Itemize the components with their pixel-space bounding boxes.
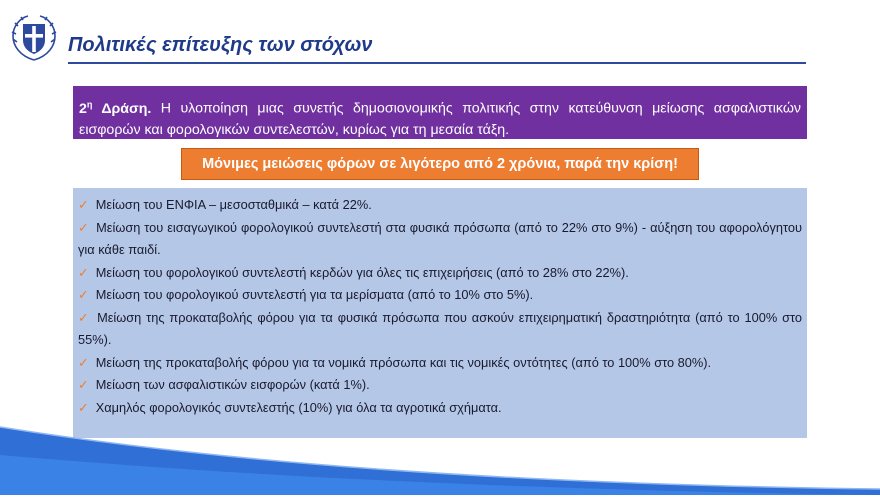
list-item-text: Μείωση του ΕΝΦΙΑ – μεσοσταθμικά – κατά 22%. xyxy=(95,197,372,212)
check-icon: ✓ xyxy=(78,264,89,280)
title-divider xyxy=(68,62,806,64)
highlight-text: Μόνιμες μειώσεις φόρων σε λιγότερο από 2 χρόνια, παρά την κρίση! xyxy=(202,156,678,172)
list-item-text: Μείωση του εισαγωγικού φορολογικού συντελεστή στα φυσικά πρόσωπα (από το 22% στο 9%) - αύξηση του αφορολόγητου για κάθε παιδί. xyxy=(78,219,802,257)
action-superscript: η xyxy=(86,99,93,109)
action-label xyxy=(79,101,151,117)
list-item-text: Μείωση των ασφαλιστικών εισφορών (κατά 1%). xyxy=(95,377,370,392)
highlight-banner xyxy=(181,148,699,180)
check-icon: ✓ xyxy=(78,399,89,415)
action-label-text: Δράση. xyxy=(101,100,152,117)
list-item-text: Χαμηλός φορολογικός συντελεστής (10%) για όλα τα αγροτικά σχήματα. xyxy=(95,399,502,415)
footer-wave-decoration xyxy=(0,415,880,495)
list-item-text: Μείωση του φορολογικού συντελεστή για τα μερίσματα (από το 10% στο 5%). xyxy=(95,287,534,302)
list-item xyxy=(78,352,802,375)
list-item xyxy=(78,217,802,262)
check-icon: ✓ xyxy=(78,197,89,212)
list-item-text: Μείωση της προκαταβολής φόρου για τα φυσικά πρόσωπα που ασκούν επιχειρηματική δραστηριότητα (από το 100% στο 55%). xyxy=(78,309,802,347)
list-item-text: Μείωση του φορολογικού συντελεστή κερδών για όλες τις επιχειρήσεις (από το 28% στο 22%). xyxy=(95,264,629,280)
check-icon: ✓ xyxy=(78,377,89,392)
list-item xyxy=(78,194,802,217)
list-item xyxy=(78,284,802,307)
action-description-box xyxy=(73,86,807,139)
check-icon: ✓ xyxy=(78,354,89,370)
check-icon: ✓ xyxy=(78,219,90,235)
check-icon: ✓ xyxy=(78,287,89,302)
list-item xyxy=(78,262,802,285)
list-item xyxy=(78,307,802,352)
action-text: Η υλοποίηση μιας συνετής δημοσιονομικής πολιτικής στην κατεύθυνση μείωσης ασφαλιστικών εισφορών και φορολογικών συντελεστών, κυρίως για τη μεσαία τάξη. xyxy=(79,100,801,138)
greek-coat-of-arms-icon xyxy=(8,12,60,64)
measures-list xyxy=(73,188,807,438)
action-number: 2 xyxy=(79,100,87,117)
list-item-text: Μείωση της προκαταβολής φόρου για τα νομικά πρόσωπα και τις νομικές οντότητες (από το 100% στο 80%). xyxy=(95,354,712,370)
page-title: Πολιτικές επίτευξης των στόχων xyxy=(68,34,373,56)
list-item xyxy=(78,374,802,397)
check-icon: ✓ xyxy=(78,309,91,325)
